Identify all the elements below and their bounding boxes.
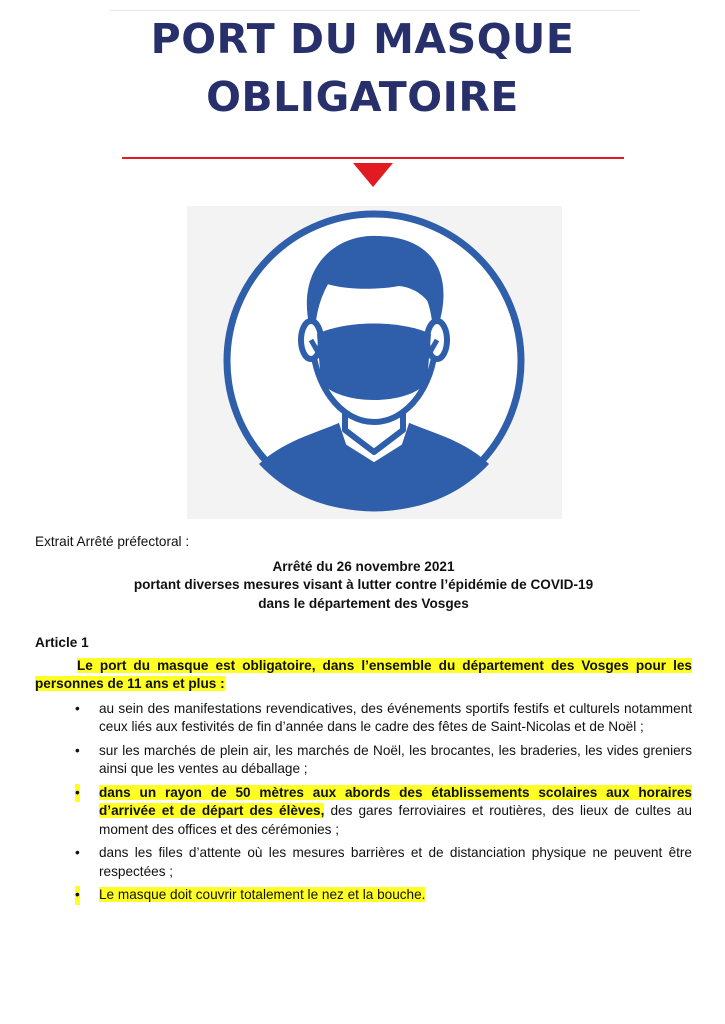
bullet: •	[75, 845, 80, 860]
decree-title-line-2: portant diverses mesures visant à lutter contre l’épidémie de COVID-19	[133, 577, 594, 592]
list-item	[35, 742, 692, 779]
face-mask-icon	[187, 206, 562, 519]
list-item-highlight: Le masque doit couvrir totalement le nez et la bouche.	[99, 887, 426, 902]
list-item-highlight: dans un rayon de 50 mètres aux abords des établissements scolaires aux horaires d’arrivée et de départ des élèves,	[99, 784, 692, 818]
list-item-text: dans les files d’attente où les mesures barrières et de distanciation physique ne peuvent être respectées ;	[99, 845, 692, 879]
list-item	[35, 784, 692, 840]
list-item-text: sur les marchés de plein air, les marchés de Noël, les brocantes, les braderies, les vides greniers ainsi que les ventes au déballage ;	[99, 742, 692, 776]
article-lead	[35, 657, 692, 694]
decree-title-line-1: Arrêté du 26 novembre 2021	[272, 558, 455, 574]
article-heading: Article 1	[35, 635, 89, 650]
list-item-text: au sein des manifestations revendicatives, des événements sportifs festifs et culturels notamment ceux liés aux festivités de fin d’année dans le cadre des fêtes de Saint-Nicolas et de Noël ;	[99, 700, 692, 734]
decree-document	[35, 533, 692, 910]
red-divider	[122, 157, 624, 159]
bullet: •	[75, 742, 80, 758]
bullet: •	[75, 886, 80, 905]
measures-list	[35, 700, 692, 905]
face-mask-pictogram	[187, 206, 562, 519]
bullet: •	[75, 700, 80, 716]
extract-label: Extrait Arrêté préfectoral :	[35, 534, 190, 549]
list-item	[35, 844, 692, 881]
list-item	[35, 886, 692, 905]
list-item	[35, 700, 692, 737]
list-item-text: des gares ferroviaires et routières, des lieux de cultes au moment des offices et des cérémonies ;	[99, 803, 692, 837]
decree-title-line-3: dans le département des Vosges	[258, 595, 469, 611]
poster-title-line-1: PORT DU MASQUE	[150, 15, 575, 63]
bullet: •	[75, 784, 80, 803]
lead-highlight: Le port du masque est obligatoire, dans l’ensemble du département des Vosges pour les personnes de 11 ans et plus :	[35, 657, 692, 691]
poster-title	[0, 10, 725, 126]
down-arrow-icon	[353, 163, 393, 187]
poster-title-line-2: OBLIGATOIRE	[206, 73, 519, 121]
